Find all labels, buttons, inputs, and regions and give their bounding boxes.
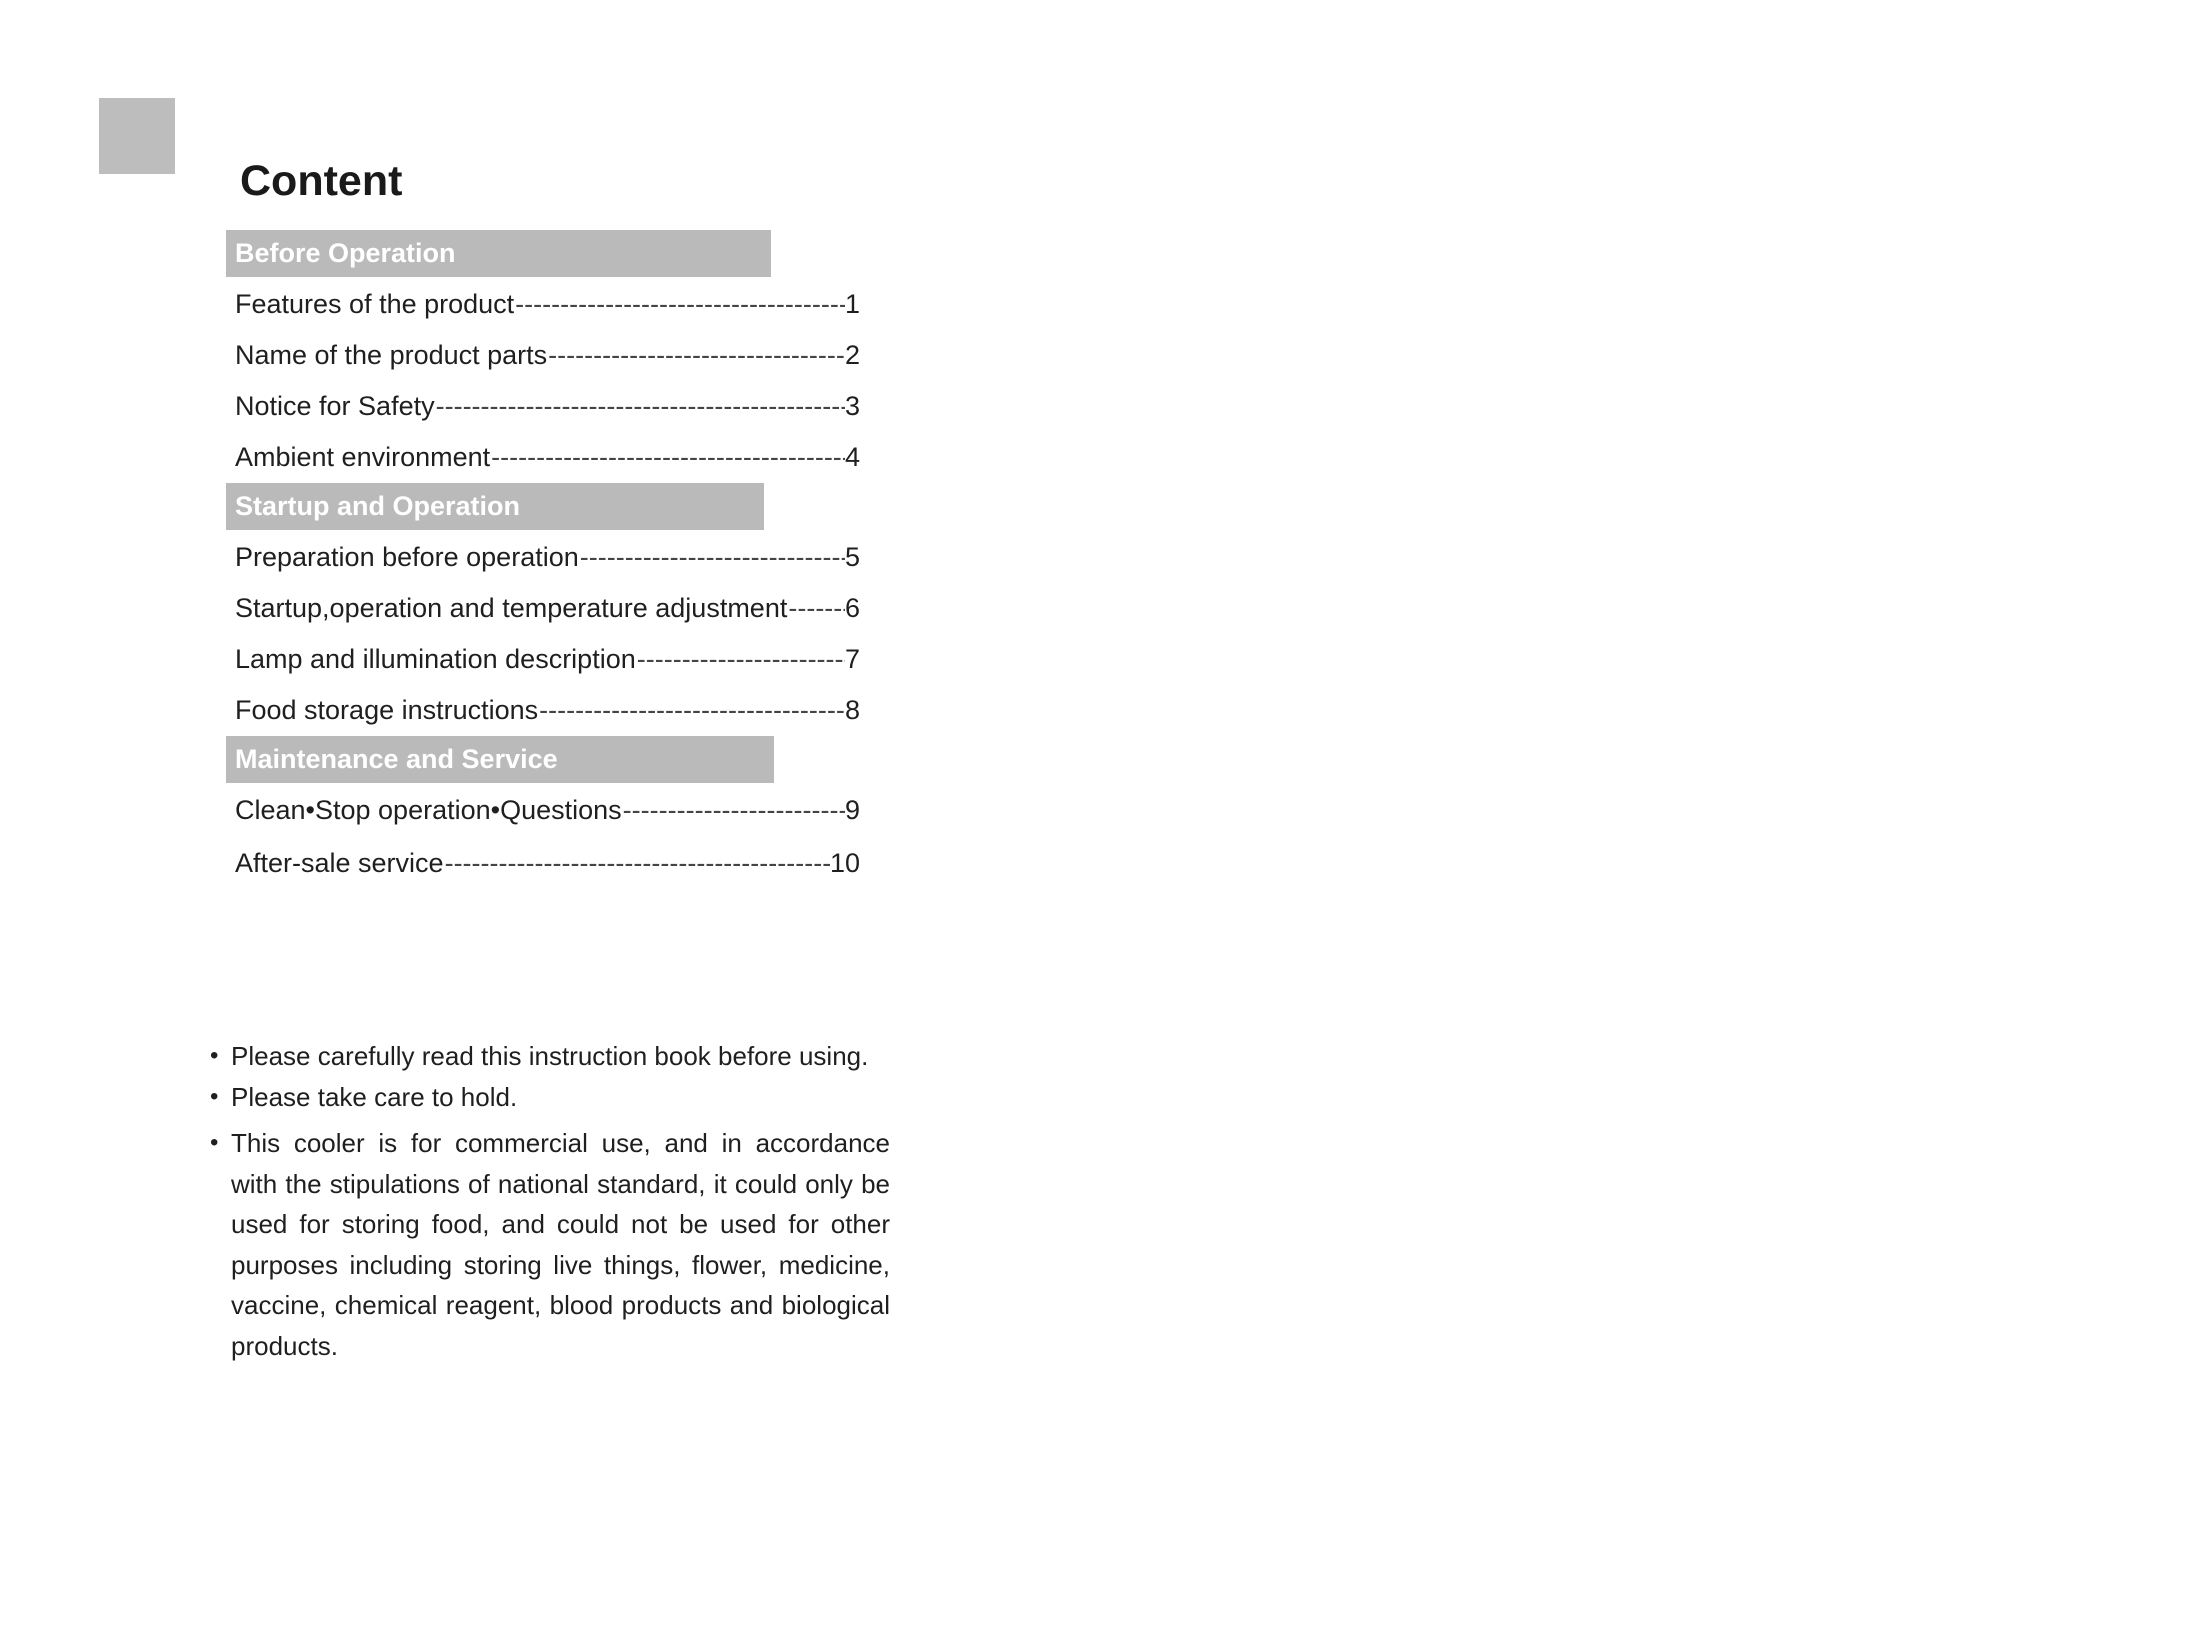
toc-entry-label: Food storage instructions: [235, 695, 539, 725]
section-heading-before-operation: Before Operation: [226, 230, 771, 277]
toc-entry[interactable]: [226, 785, 860, 836]
dot-leader: [444, 836, 830, 890]
toc-entry-label: Clean•Stop operation•Questions: [235, 795, 622, 825]
note-text: This cooler is for commercial use, and in accordance with the stipulations of national standard, it could only be used for storing food, and could not be used for other purposes including storing live things, flower, medicine, vaccine, chemical reagent, blood products and biological products.: [231, 1128, 890, 1361]
toc-entry[interactable]: [226, 432, 860, 483]
dot-leader: [514, 279, 845, 330]
note-text: Please carefully read this instruction book before using.: [231, 1041, 869, 1071]
toc-entry-page: 1: [844, 289, 860, 319]
table-of-contents: [226, 230, 866, 890]
toc-entry-label: Ambient environment: [235, 442, 491, 472]
dot-leader: [636, 634, 845, 685]
toc-entry[interactable]: [226, 532, 860, 583]
toc-entry-page: 10: [829, 848, 860, 878]
toc-entry-label: Features of the product: [235, 289, 515, 319]
note-item: [206, 1077, 890, 1118]
toc-entry[interactable]: [226, 279, 860, 330]
toc-entry[interactable]: [226, 634, 860, 685]
toc-entry-page: 9: [844, 795, 860, 825]
dot-leader: [538, 685, 845, 736]
dot-leader: [435, 381, 845, 432]
toc-entry-label: After-sale service: [235, 848, 444, 878]
dot-leader: [579, 532, 845, 583]
toc-entry-page: 7: [844, 644, 860, 674]
toc-entry-label: Name of the product parts: [235, 340, 548, 370]
toc-entry[interactable]: [226, 381, 860, 432]
toc-entry[interactable]: [226, 685, 860, 736]
section-heading-maintenance-and-service: Maintenance and Service: [226, 736, 774, 783]
bullet-icon: •: [210, 1082, 219, 1110]
toc-entry-page: 6: [844, 593, 860, 623]
section-heading-startup-and-operation: Startup and Operation: [226, 483, 764, 530]
toc-entry-page: 4: [844, 442, 860, 472]
toc-entry-page: 3: [844, 391, 860, 421]
page-title: Content: [240, 157, 403, 205]
toc-entry[interactable]: [226, 330, 860, 381]
dot-leader: [547, 330, 845, 381]
toc-entry-page: 8: [844, 695, 860, 725]
corner-marker: [99, 98, 175, 174]
toc-entry-page: 5: [844, 542, 860, 572]
usage-notes: [206, 1036, 890, 1366]
dot-leader: [787, 583, 845, 634]
toc-entry-label: Preparation before operation: [235, 542, 579, 572]
toc-entry-page: 2: [844, 340, 860, 370]
note-text: Please take care to hold.: [231, 1081, 518, 1112]
bullet-icon: •: [210, 1042, 219, 1069]
toc-entry[interactable]: [226, 836, 860, 890]
dot-leader: [622, 785, 845, 836]
bullet-icon: •: [210, 1129, 219, 1156]
toc-entry[interactable]: [226, 583, 860, 634]
note-item: [206, 1123, 890, 1366]
toc-entry-label: Startup,operation and temperature adjustment: [235, 593, 788, 623]
toc-entry-label: Notice for Safety: [235, 391, 435, 421]
toc-entry-label: Lamp and illumination description: [235, 644, 636, 674]
dot-leader: [490, 432, 845, 483]
note-item: [206, 1036, 890, 1077]
